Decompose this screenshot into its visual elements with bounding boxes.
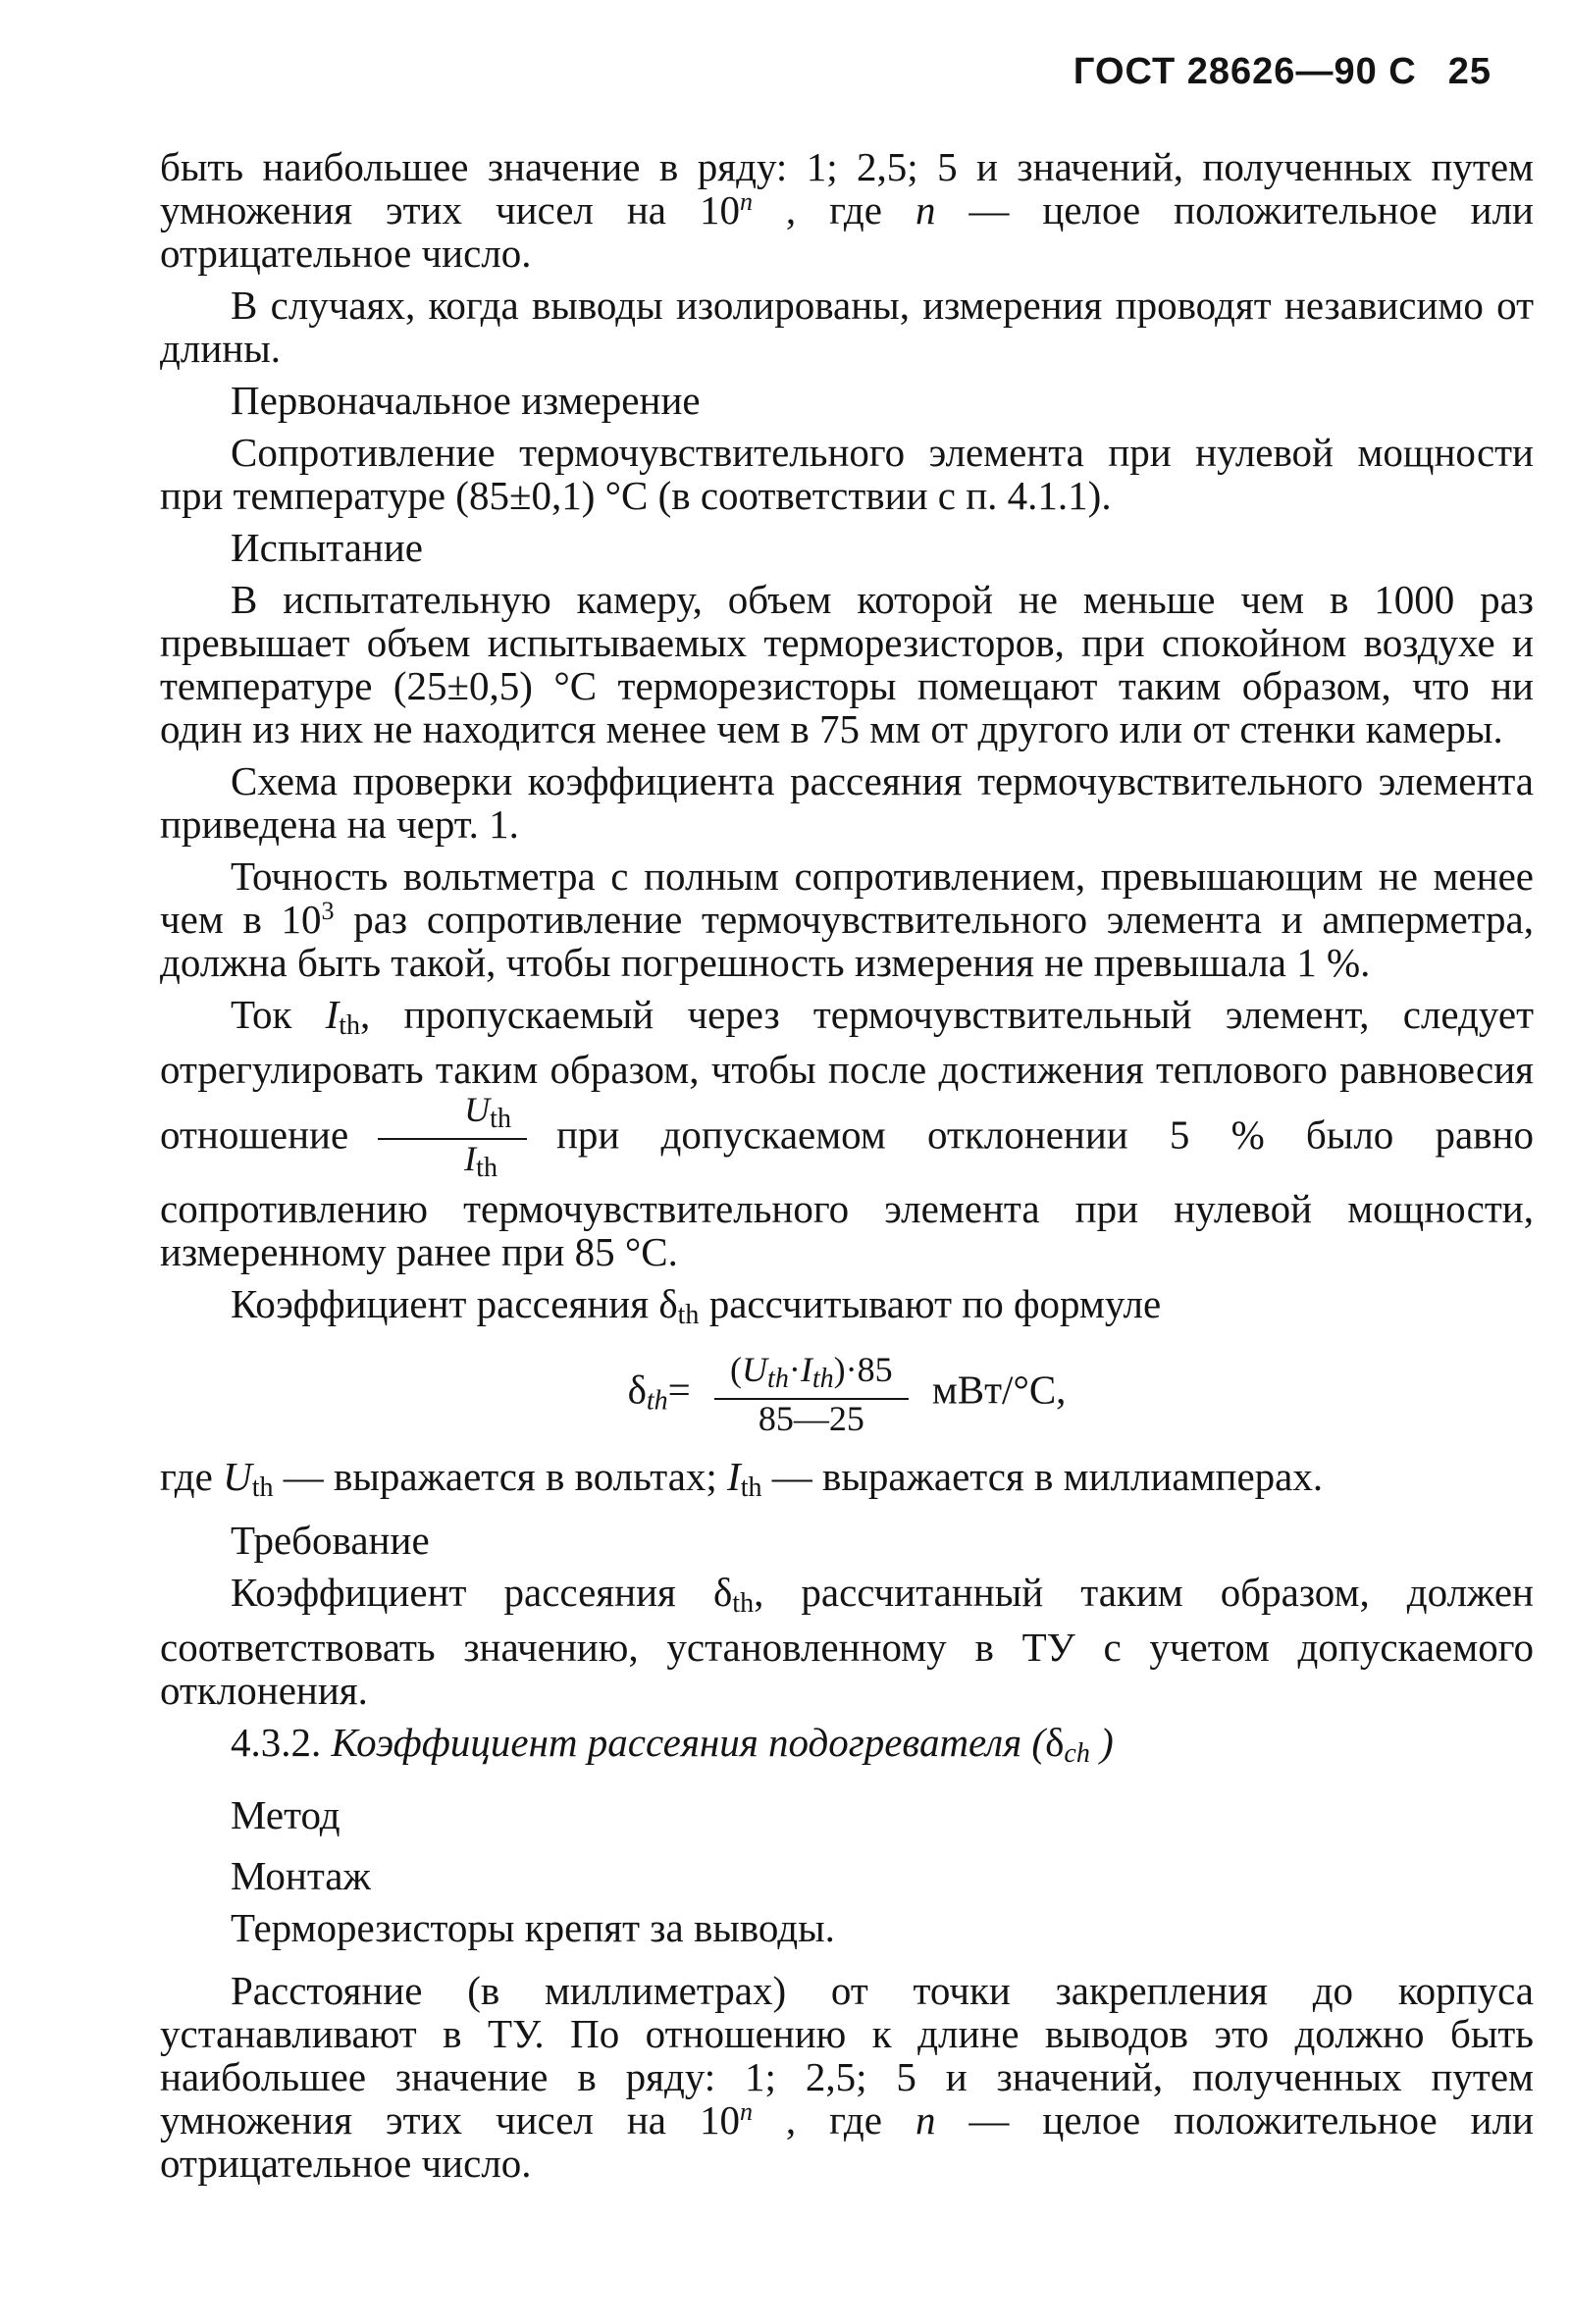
paragraph-isolated-leads: В случаях, когда выводы изолированы, измерения проводят независимо от длины. bbox=[160, 283, 1534, 371]
paragraph-requirement: Коэффициент рассеяния $\delta_{th}$, рассчитанный таким образом, должен соответствовать значению, установленному в ТУ с учетом допускаемого отклонения. bbox=[160, 1570, 1534, 1713]
formula-fraction: $\frac{(U_{th}\cdot I_{th})\cdot 85}{85—25}$ bbox=[714, 1351, 909, 1437]
heading-mounting: Монтаж bbox=[231, 1853, 371, 1898]
section-heading-4-3-2: 4.3.2. Коэффициент рассеяния подогревателя ($\delta_{ch}$ ) bbox=[231, 1720, 1114, 1769]
paragraph-lead-distance: Расстояние (в миллиметрах) от точки закрепления до корпуса устанавливают в ТУ. По отношению к длине выводов это должно быть наибольшее значение в ряду: 1; 2,5; 5 и значений, полученных путем умножения этих чисел на 10$^n$ , где n — целое положительное или отрицательное число. bbox=[160, 1968, 1534, 2186]
heading-test: Испытание bbox=[231, 525, 423, 570]
paragraph-current-adjustment: Ток $I_{th}$, пропускаемый через термочувствительный элемент, следует отрегулировать таким образом, чтобы после достижения теплового равновесия отношение $\frac{U_{th}}{I_{th}}$ при допускаемом отклонении 5 % было равно сопротивлению термочувствительного элемента при нулевой мощности, измеренному ранее при 85 °С. bbox=[160, 992, 1534, 1274]
paragraph-dissipation-formula-intro: Коэффициент рассеяния $\delta_{th}$ рассчитывают по формуле bbox=[231, 1281, 1162, 1330]
page-number: 25 bbox=[1447, 51, 1492, 92]
heading-requirement: Требование bbox=[231, 1518, 430, 1563]
standard-designation: ГОСТ 28626—90 С bbox=[1073, 51, 1417, 92]
heading-method: Метод bbox=[231, 1792, 340, 1837]
heading-initial-measurement: Первоначальное измерение bbox=[231, 378, 701, 423]
document-body bbox=[160, 145, 1534, 2194]
paragraph-circuit-reference: Схема проверки коэффициента рассеяния термочувствительного элемента приведена на черт. 1. bbox=[160, 758, 1534, 847]
paragraph-test-chamber: В испытательную камеру, объем которой не меньше чем в 1000 раз превышает объем испытываемых терморезисторов, при спокойном воздухе и температуре (25±0,5) °С терморезисторы помещают таким образом, что ни один из них не находится менее чем в 75 мм от другого или от стенки камеры. bbox=[160, 577, 1534, 751]
paragraph-mounting: Терморезисторы крепят за выводы. bbox=[231, 1905, 835, 1950]
paragraph-voltmeter-accuracy: Точность вольтметра с полным сопротивлением, превышающим не менее чем в $10^3$ раз сопротивление термочувствительного элемента и амперметра, должна быть такой, чтобы погрешность измерения не превышала 1 %. bbox=[160, 853, 1535, 985]
ratio-fraction: $\frac{U_{th}}{I_{th}}$ bbox=[378, 1091, 527, 1187]
dissipation-formula: $\delta_{th}=$ $\frac{(U_{th}\cdot I_{th})\cdot 85}{85—25}$ мВт/°С, bbox=[627, 1350, 1067, 1438]
paragraph-units-definition: где $U_{th}$ — выражается в вольтах; $I_{th}$ — выражается в миллиамперах. bbox=[160, 1454, 1324, 1503]
paragraph-zero-power-resistance: Сопротивление термочувствительного элемента при нулевой мощности при температуре (85±0,1) °С (в соответствии с п. 4.1.1). bbox=[160, 430, 1534, 518]
page-header bbox=[1073, 51, 1492, 93]
paragraph-series-values: быть наибольшее значение в ряду: 1; 2,5; 5 и значений, полученных путем умножения этих чисел на 10$^n$ , где n — целое положительное или отрицательное число. bbox=[160, 144, 1534, 276]
